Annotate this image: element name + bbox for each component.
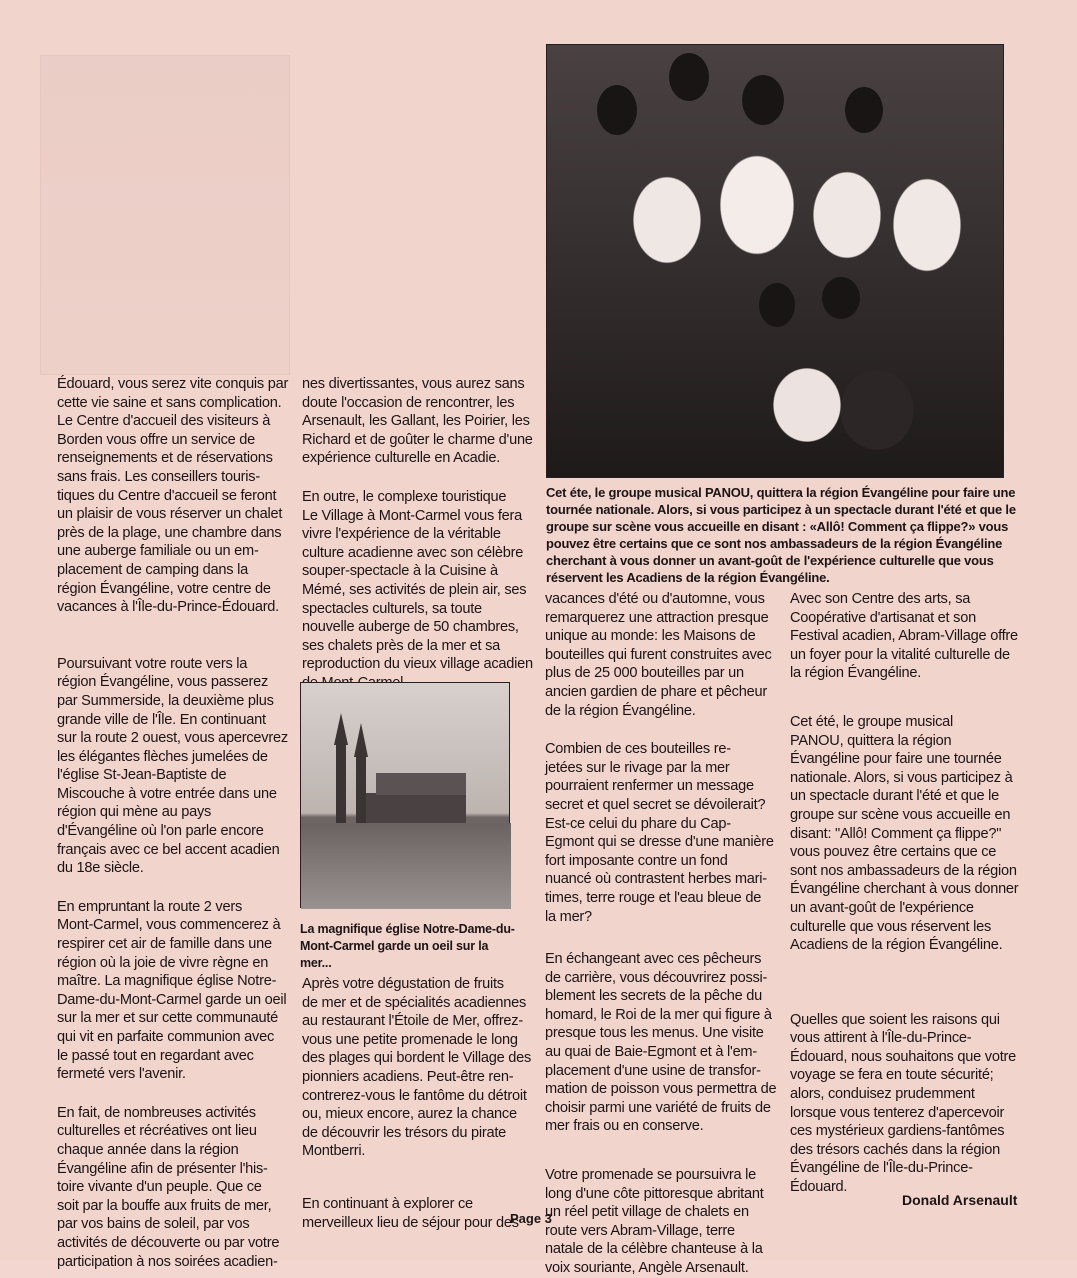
col2-paragraph-2: En outre, le complexe touristique Le Village à Mont-Carmel vous fera vivre l'expérience de la véritable culture acadienne avec son célèbre souper-spectacle à la Cuisine à Mémé, ses activités de plein air, ses spectacles culturels, sa toute nouvelle auberge de 50 chambres, ses chalets près de la mer et sa reproduction du vieux village acadien bbox=[302, 488, 533, 673]
col2-paragraph-3: Après votre dégustation de fruits de mer et de spécialités acadiennes au restaurant l'Étoile de Mer, offrez- vous une petite promenade le long des plages qui bordent le Village des pionniers acadiens. Peut-être ren- contrerez-vous le fantôme du détroit ou, mieux encore, aurez la chance de découvrir les trésors du pirate Montberri. bbox=[302, 976, 532, 1160]
band-photo-caption: Cet éte, le groupe musical PANOU, quittera la région Évangéline pour faire une tournée nationale. Alors, si vous participez à un spectacle durant l'été et que le groupe sur scène vous accueille en disant : «Allô! Comment ça flippe?» vous pouvez être certains que ce sont nos ambassadeurs de la région Évangéline cherchant à vous donner un avant-goût de l'expérience culturelle que vous réservent les Acadiens de la région Évangéline. bbox=[546, 485, 1016, 585]
page-number: Page 3 bbox=[510, 1211, 552, 1226]
column-2 bbox=[302, 375, 537, 693]
author-signature: Donald Arsenault bbox=[902, 1192, 1018, 1208]
col3-paragraph-4: Votre promenade se poursuivra le long d'une côte pittoresque abritant un réel petit village de chalets en route vers Abram-Village, terre natale de la célèbre chanteuse à la voix souriante, Angèle Arsenault. bbox=[545, 1167, 764, 1276]
bleed-through-area bbox=[40, 55, 290, 375]
col4-paragraph-1: Avec son Centre des arts, sa Coopérative d'artisanat et son Festival acadien, Abram-Village offre un foyer pour la vitalité culturelle de la région Évangéline. bbox=[790, 591, 1018, 682]
band-photo bbox=[546, 44, 1004, 478]
col3-paragraph-1: vacances d'été ou d'automne, vous remarquerez une attraction presque unique au monde: les Maisons de bouteilles qui furent construites avec plus de 25 000 bouteilles par un ancien gardien de phare et pêcheur de la région Évangéline. bbox=[545, 591, 772, 719]
column-3 bbox=[545, 590, 785, 1278]
col1-paragraph-1: Édouard, vous serez vite conquis par cette vie saine et sans complication. Le Centre d'accueil des visiteurs à Borden vous offre un service de renseignements et de réservations sans frais. Les conseillers touris- tiques du Centre d'accueil se feront un plaisir de vous réserver un chalet près de la plage, une chambre dans une auberge familiale ou un em- placement de camping dans la région Évangéline, votre centre de vacances à l'Île-du-Prince-Édouard. bbox=[57, 376, 289, 616]
col2-paragraph-4: En continuant à explorer ce merveilleux lieu de séjour pour des bbox=[302, 1195, 519, 1231]
col2-paragraph-1: nes divertissantes, vous aurez sans doute l'occasion de rencontrer, les Arsenault, les Gallant, les Poirier, les Richard et de goûter le charme d'une expérience culturelle en Acadie. bbox=[302, 376, 533, 467]
col1-paragraph-4: En fait, de nombreuses activités culturelles et récréatives ont lieu chaque année dans la région Évangéline afin de présenter l'his- toire vivante d'un peuple. Que ce soit par la bouffe aux fruits de mer, par vos bains de soleil, par vos activités de découverte ou par votre participation à nos soirées acadien- bbox=[57, 1104, 280, 1270]
church-caption: La magnifique église Notre-Dame-du- Mont-Carmel garde un oeil sur la mer... bbox=[300, 921, 515, 970]
column-2-lower bbox=[302, 975, 537, 1232]
col1-paragraph-3: En empruntant la route 2 vers Mont-Carmel, vous commencerez à respirer cet air de famille dans une région où la joie de vivre règne en maître. La magnifique église Notre- Dame-du-Mont-Carmel garde un oeil sur la mer et sur cette communauté qui vit en parfaite communion avec le passé tout en regardant avec fermeté vers l'avenir. bbox=[57, 898, 287, 1083]
col3-paragraph-2: Combien de ces bouteilles re- jetées sur le rivage par la mer pourraient renfermer un message secret et quel secret se dévoilerait? Est-ce celui du phare du Cap- Egmont qui se dresse d'une manière fort imposante contre un fond nuancé où contrastent herbes mari- times, terre rouge et l'eau bleue de la mer? bbox=[545, 741, 774, 925]
col3-paragraph-3: En échangeant avec ces pêcheurs de carrière, vous découvrirez possi- blement les secrets de la pêche du homard, le Roi de la mer qui figure à presque tous les menus. Une visite au quai de Baie-Egmont et à l'em- placement d'une usine de transfor- mation de poisson vous permettra de choisir parmi une variété de fruits de mer frais ou en conserve. bbox=[545, 951, 777, 1135]
col4-paragraph-2: Cet été, le groupe musical PANOU, quittera la région Évangéline pour faire une tournée nationale. Alors, si vous participez à un spectacle durant l'été et que le groupe sur scène vous accueille en disant: "Allô! Comment ça flippe?" vous pouvez être certains que ce sont nos ambassadeurs de la région Évangéline cherchant à vous donner un avant-goût de l'expérience culturelle que vous réservent les Acadiens de la région Évangéline. bbox=[790, 713, 1019, 954]
col4-paragraph-3: Quelles que soient les raisons qui vous attirent à l'Île-du-Prince- Édouard, nous souhaitons que votre voyage se fera en toute sécurité; alors, conduisez prudemment lorsque vous tenterez d'apercevoir ces mystérieux gardiens-fantômes des trésors cachés dans la région Évangéline de l'Île-du-Prince- Édouard. bbox=[790, 1011, 1016, 1196]
column-1 bbox=[57, 375, 292, 1271]
church-photo bbox=[300, 682, 510, 908]
col1-paragraph-2: Poursuivant votre route vers la région Évangéline, vous passerez par Summerside, la deuxième plus grande ville de l'Île. En continuant sur la route 2 ouest, vous apercevrez les élégantes flèches jumelées de l'église St-Jean-Baptiste de Miscouche à votre entrée dans une région qui mène au pays d'Évangéline où l'on parle encore français avec ce bel accent acadien du 18e siècle. bbox=[57, 655, 288, 877]
column-4 bbox=[790, 590, 1020, 1197]
